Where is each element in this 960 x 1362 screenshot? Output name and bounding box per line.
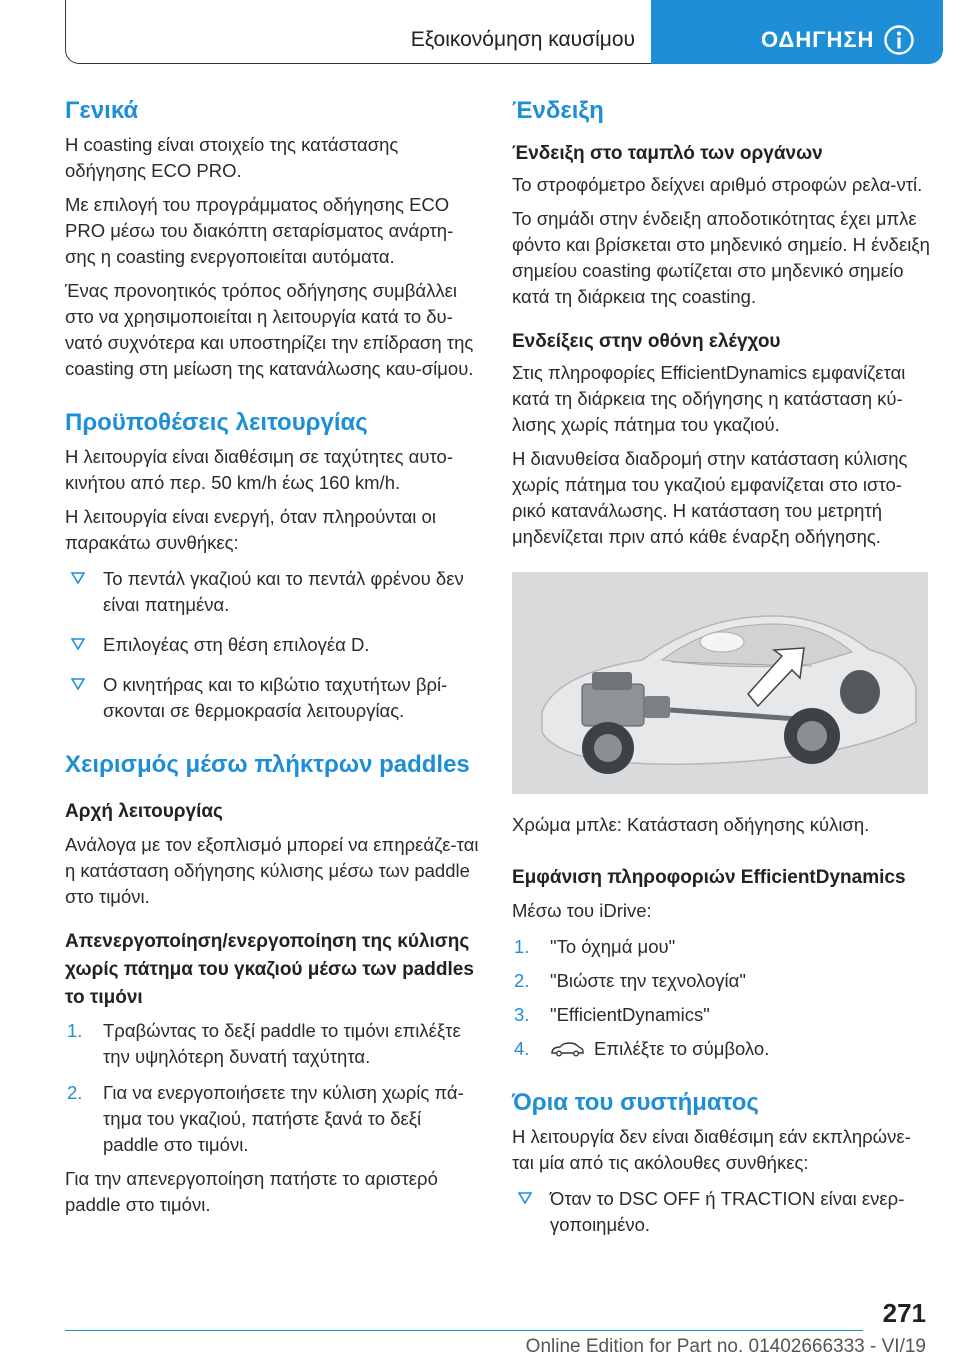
right-column	[512, 96, 930, 1238]
step-number: 1.	[67, 1020, 83, 1041]
left-column	[65, 96, 479, 1218]
triangle-bullet-icon	[71, 637, 85, 651]
step-text: Επιλέξτε το σύμβολο.	[594, 1038, 770, 1059]
step-number: 3.	[514, 1004, 530, 1025]
list-item	[512, 1002, 930, 1028]
limits-paragraph: Η λειτουργία δεν είναι διαθέσιμη εάν εκπληρώνε-ται μία από τις ακόλουθες συνθήκες:	[512, 1126, 911, 1173]
list-item	[65, 1080, 479, 1158]
list-item	[65, 632, 479, 658]
list-item-text: Το πεντάλ γκαζιού και το πεντάλ φρένου δεν είναι πατημένα.	[103, 568, 464, 615]
paddle-steps-list	[65, 1018, 479, 1158]
coasting-car-icon	[550, 1041, 584, 1057]
figure-caption: Χρώμα μπλε: Κατάσταση οδήγησης κύλιση.	[512, 814, 870, 835]
step-text: "Βιώστε την τεχνολογία"	[550, 970, 746, 991]
chapter-title: Εξοικονόμηση καυσίμου	[410, 28, 635, 51]
car-drivetrain-figure	[512, 572, 928, 794]
general-paragraph: Ένας προνοητικός τρόπος οδήγησης συμβάλλει στο να χρησιμοποιείται η λειτουργία κατά το δυ-νατό συχνότερα και υποστηρίζει την επίδραση της coasting στη μείωση της κατανάλωσης καυ-σίμου.	[65, 280, 474, 379]
toggle-heading: Απενεργοποίηση/ενεργοποίηση της κύλισης χωρίς πάτημα του γκαζιού μέσω των paddles το τιμόνι	[65, 931, 474, 1008]
cluster-heading: Ένδειξη στο ταμπλό των οργάνων	[512, 143, 823, 164]
conditions-list	[65, 566, 479, 724]
list-item	[512, 1036, 930, 1062]
limits-heading: Όρια του συστήματος	[512, 1089, 759, 1116]
general-heading: Γενικά	[65, 97, 139, 124]
screen-paragraph: Η διανυθείσα διαδρομή στην κατάσταση κύλισης χωρίς πάτημα του γκαζιού εμφανίζεται στο ιστο-ρικό κατανάλωσης. Η κατάσταση του μετρητή μηδενίζεται πριν από κάθε έναρξη οδήγησης.	[512, 448, 908, 547]
prerequisites-heading: Προϋποθέσεις λειτουργίας	[65, 409, 368, 436]
list-item	[65, 672, 479, 724]
edition-text: Online Edition for Part no. 01402666333 - VI/19	[525, 1336, 926, 1357]
list-item	[65, 566, 479, 618]
chapter-tab	[65, 0, 651, 64]
section-tab	[651, 0, 943, 64]
list-item-text: Επιλογέας στη θέση επιλογέα D.	[103, 634, 370, 655]
step-text: Για να ενεργοποιήσετε την κύλιση χωρίς πά-τημα του γκαζιού, πατήστε ξανά το δεξί paddle στο τιμόνι.	[103, 1082, 464, 1155]
info-icon	[883, 24, 915, 56]
step-text: "EfficientDynamics"	[550, 1004, 710, 1025]
page-header	[65, 0, 943, 64]
deactivate-paragraph: Για την απενεργοποίηση πατήστε το αριστερό paddle στο τιμόνι.	[65, 1168, 438, 1215]
step-number: 2.	[514, 970, 530, 991]
screen-heading: Ενδείξεις στην οθόνη ελέγχου	[512, 331, 781, 352]
principle-paragraph: Ανάλογα με τον εξοπλισμό μπορεί να επηρεάζε-ται η κατάσταση οδήγησης κύλισης μέσω των paddle στο τιμόνι.	[65, 834, 479, 907]
list-item	[512, 968, 930, 994]
section-title: ΟΔΗΓΗΣΗ	[761, 27, 875, 52]
cluster-paragraph: Το στροφόμετρο δείχνει αριθμό στροφών ρελα-ντί.	[512, 174, 923, 195]
step-number: 1.	[514, 936, 530, 957]
page-number: 271	[882, 1298, 926, 1328]
limits-list	[512, 1186, 930, 1238]
car-drivetrain-illustration	[512, 572, 928, 794]
efficient-intro: Μέσω του iDrive:	[512, 900, 652, 921]
triangle-bullet-icon	[71, 571, 85, 585]
display-heading: Ένδειξη	[512, 97, 604, 124]
efficient-heading: Εμφάνιση πληροφοριών EfficientDynamics	[512, 867, 906, 888]
step-number: 2.	[67, 1082, 83, 1103]
prerequisites-paragraph: Η λειτουργία είναι ενεργή, όταν πληρούνται οι παρακάτω συνθήκες:	[65, 506, 436, 553]
step-text: "Το όχημά μου"	[550, 936, 676, 957]
principle-heading: Αρχή λειτουργίας	[65, 801, 223, 822]
step-text: Τραβώντας το δεξί paddle το τιμόνι επιλέξτε την υψηλότερη δυνατή ταχύτητα.	[103, 1020, 461, 1067]
list-item	[512, 1186, 930, 1238]
triangle-bullet-icon	[518, 1191, 532, 1205]
list-item	[65, 1018, 479, 1070]
screen-paragraph: Στις πληροφορίες EfficientDynamics εμφανίζεται κατά τη διάρκεια της οδήγησης η κατάσταση κύ-λισης χωρίς πάτημα του γκαζιού.	[512, 362, 906, 435]
general-paragraph: Με επιλογή του προγράμματος οδήγησης ECO PRO μέσω του διακόπτη σεταρίσματος ανάρτη-σης η coasting ενεργοποιείται αυτόματα.	[65, 194, 454, 267]
efficient-steps-list	[512, 934, 930, 1062]
list-item	[512, 934, 930, 960]
list-item-text: Όταν το DSC OFF ή TRACTION είναι ενερ-γοποιημένο.	[550, 1188, 905, 1235]
paddles-heading: Χειρισμός μέσω πλήκτρων paddles	[65, 751, 470, 778]
prerequisites-paragraph: Η λειτουργία είναι διαθέσιμη σε ταχύτητες αυτο-κινήτου από περ. 50 km/h έως 160 km/h.	[65, 446, 453, 493]
cluster-paragraph: Το σημάδι στην ένδειξη αποδοτικότητας έχει μπλε φόντο και βρίσκεται στο μηδενικό σημείο. Η ένδειξη σημείου coasting φωτίζεται στο μηδενικό σημείο κατά τη διάρκεια της coasting.	[512, 208, 930, 307]
step-number: 4.	[514, 1038, 530, 1059]
triangle-bullet-icon	[71, 677, 85, 691]
footer-divider	[65, 1330, 863, 1331]
general-paragraph: Η coasting είναι στοιχείο της κατάστασης οδήγησης ECO PRO.	[65, 134, 399, 181]
list-item-text: Ο κινητήρας και το κιβώτιο ταχυτήτων βρί-σκονται σε θερμοκρασία λειτουργίας.	[103, 674, 448, 721]
